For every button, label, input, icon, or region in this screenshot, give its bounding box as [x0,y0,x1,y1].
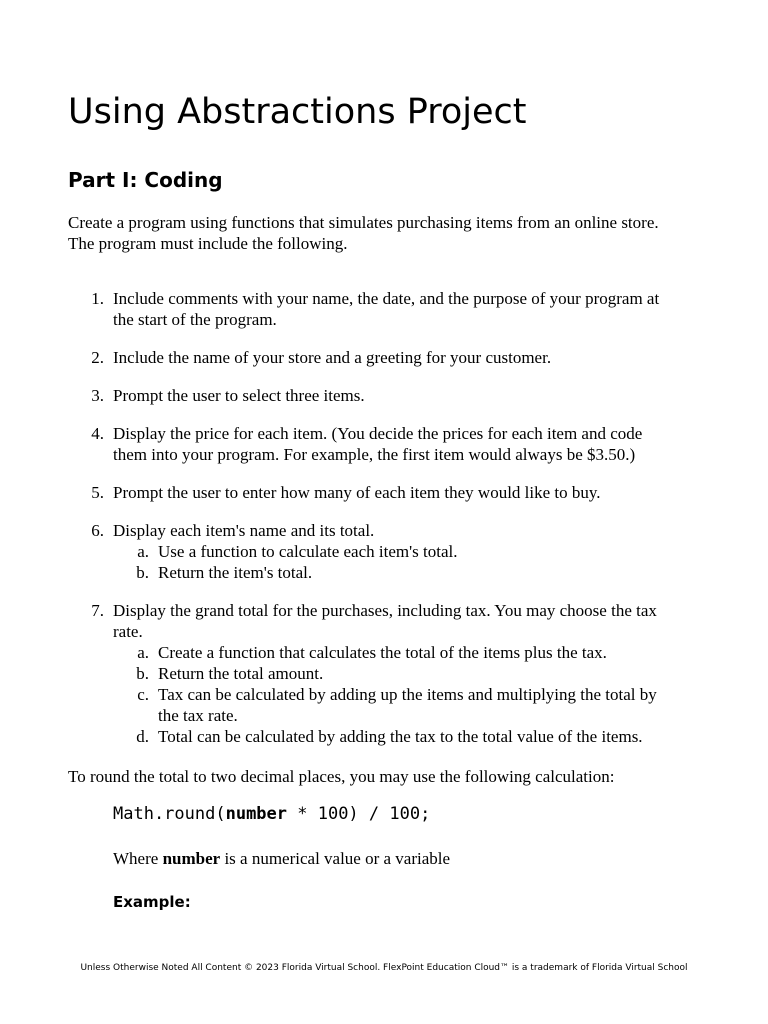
sub-list-letter: b. [136,563,149,582]
list-item [68,347,708,368]
sub-list-letter: c. [137,685,149,704]
sub-list-text: Create a function that calculates the total of the items plus the tax. [158,643,607,662]
page-title: Using Abstractions Project [68,92,527,132]
sub-list-item [113,562,708,583]
list-item-text: Prompt the user to enter how many of each item they would like to buy. [113,483,601,502]
list-number: 7. [91,601,104,620]
sub-list-item [113,541,708,562]
list-number: 2. [91,348,104,367]
intro-paragraph [68,212,708,254]
sub-list-text: Tax can be calculated by adding up the items and multiplying the total by [158,685,657,704]
list-item-text: Include the name of your store and a greeting for your customer. [113,348,552,367]
sub-list-item [113,684,708,726]
list-item-text: the start of the program. [113,310,277,329]
where-after: is a numerical value or a variable [220,849,451,868]
code-snippet [113,804,430,824]
list-number: 3. [91,386,104,405]
list-number: 4. [91,424,104,443]
sub-list-text: Total can be calculated by adding the tax to the total value of the items. [158,727,643,746]
intro-line: Create a program using functions that simulates purchasing items from an online store. [68,213,659,232]
code-prefix: Math.round( [113,804,226,824]
list-item [68,520,708,583]
list-item [68,600,708,747]
where-keyword: number [162,849,221,868]
code-suffix: * 100) / 100; [287,804,431,824]
section-heading: Part I: Coding [68,168,223,192]
list-item [68,423,708,465]
sub-list-text: Return the total amount. [158,664,324,683]
list-item [68,482,708,503]
list-item-text: Display each item's name and its total. [113,521,375,540]
sub-list-text: Use a function to calculate each item's total. [158,542,458,561]
where-note [113,848,450,869]
sub-list-letter: a. [137,542,149,561]
sub-list-item [113,726,708,747]
list-number: 5. [91,483,104,502]
where-before: Where [113,849,163,868]
requirements-list [68,288,708,764]
sub-list-item [113,663,708,684]
sub-list-item [113,642,708,663]
rounding-note: To round the total to two decimal places, you may use the following calculation: [68,767,615,786]
sub-list-letter: d. [136,727,149,746]
code-keyword: number [225,804,288,824]
list-item-text: them into your program. For example, the first item would always be $3.50.) [113,445,636,464]
sub-list-letter: b. [136,664,149,683]
list-item-text: Display the grand total for the purchases, including tax. You may choose the tax [113,601,657,620]
list-item [68,288,708,330]
copyright-footer: Unless Otherwise Noted All Content © 2023 Florida Virtual School. FlexPoint Education Cloud™ is a trademark of Florida Virtual School [80,963,688,973]
list-number: 1. [91,289,104,308]
list-item-text: Prompt the user to select three items. [113,386,365,405]
sub-list-text: the tax rate. [158,706,238,725]
sub-list-letter: a. [137,643,149,662]
list-item-text: Display the price for each item. (You decide the prices for each item and code [113,424,643,443]
list-item-text: Include comments with your name, the date, and the purpose of your program at [113,289,660,308]
list-number: 6. [91,521,104,540]
list-item [68,385,708,406]
example-label: Example: [113,893,191,911]
list-item-text: rate. [113,622,143,641]
sub-list-text: Return the item's total. [158,563,313,582]
intro-line: The program must include the following. [68,234,348,253]
